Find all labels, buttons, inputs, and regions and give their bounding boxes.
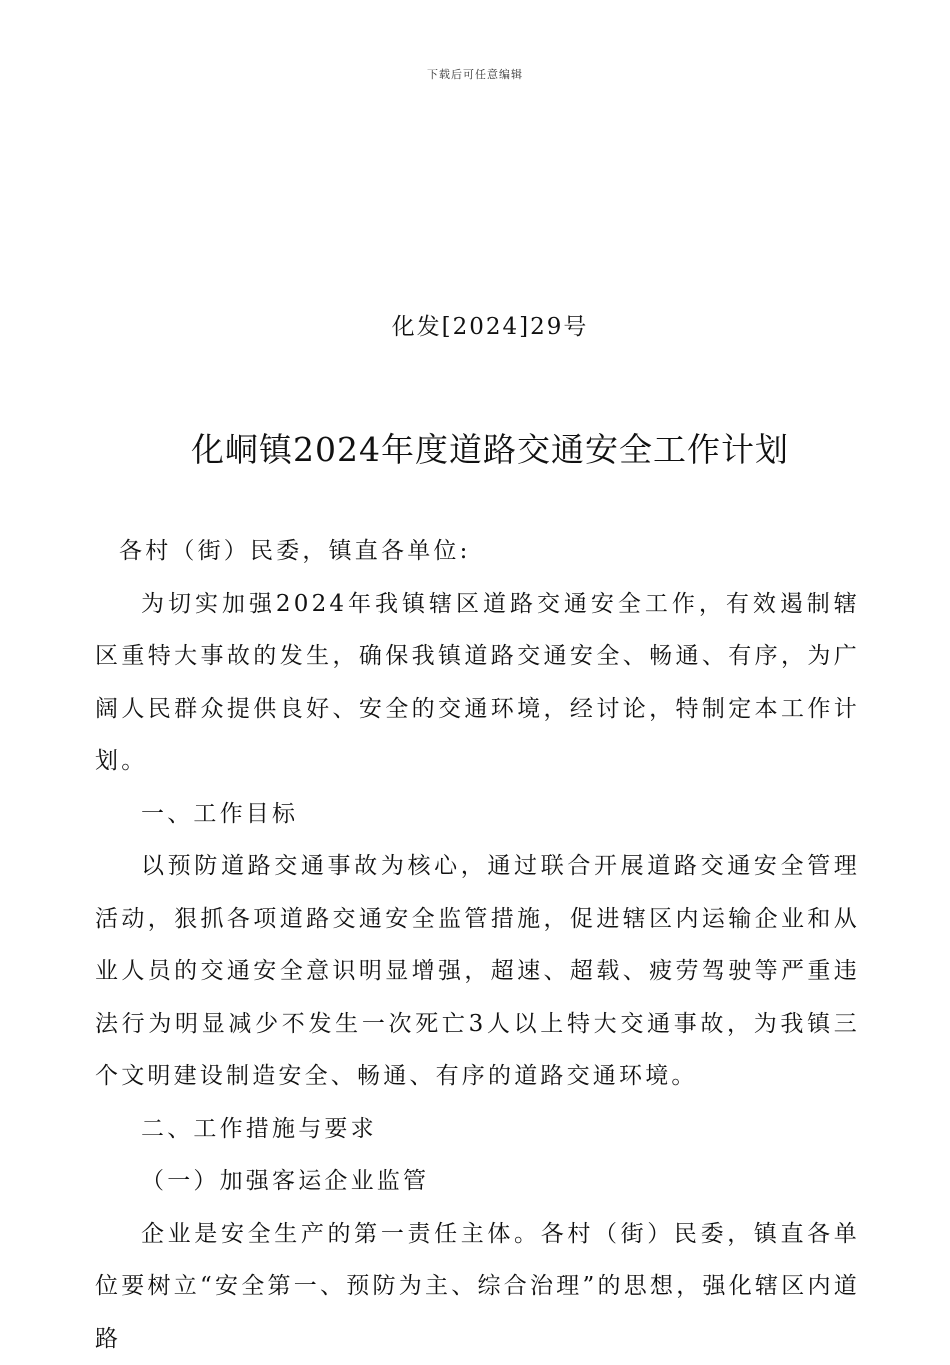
header-note: 下载后可任意编辑 xyxy=(0,66,950,82)
passenger-transport-paragraph: 企业是安全生产的第一责任主体。各村（街）民委，镇直各单位要树立“安全第一、预防为主、综合治理”的思想，强化辖区内道路 xyxy=(95,1208,860,1365)
document-title: 化峒镇2024年度道路交通安全工作计划 xyxy=(0,424,950,471)
subsection-heading-passenger-transport: （一）加强客运企业监管 xyxy=(95,1155,860,1208)
section-heading-measures: 二、工作措施与要求 xyxy=(95,1103,860,1156)
section-heading-goals: 一、工作目标 xyxy=(95,788,860,841)
document-body xyxy=(95,525,860,1365)
document-number: 化发[2024]29号 xyxy=(0,308,950,341)
salutation: 各村（街）民委，镇直各单位: xyxy=(95,525,860,578)
goals-paragraph: 以预防道路交通事故为核心，通过联合开展道路交通安全管理活动，狠抓各项道路交通安全监管措施，促进辖区内运输企业和从业人员的交通安全意识明显增强，超速、超载、疲劳驾驶等严重违法行为明显减少不发生一次死亡3人以上特大交通事故，为我镇三个文明建设制造安全、畅通、有序的道路交通环境。 xyxy=(95,840,860,1103)
intro-paragraph: 为切实加强2024年我镇辖区道路交通安全工作，有效遏制辖区重特大事故的发生，确保我镇道路交通安全、畅通、有序，为广阔人民群众提供良好、安全的交通环境，经讨论，特制定本工作计划。 xyxy=(95,578,860,788)
